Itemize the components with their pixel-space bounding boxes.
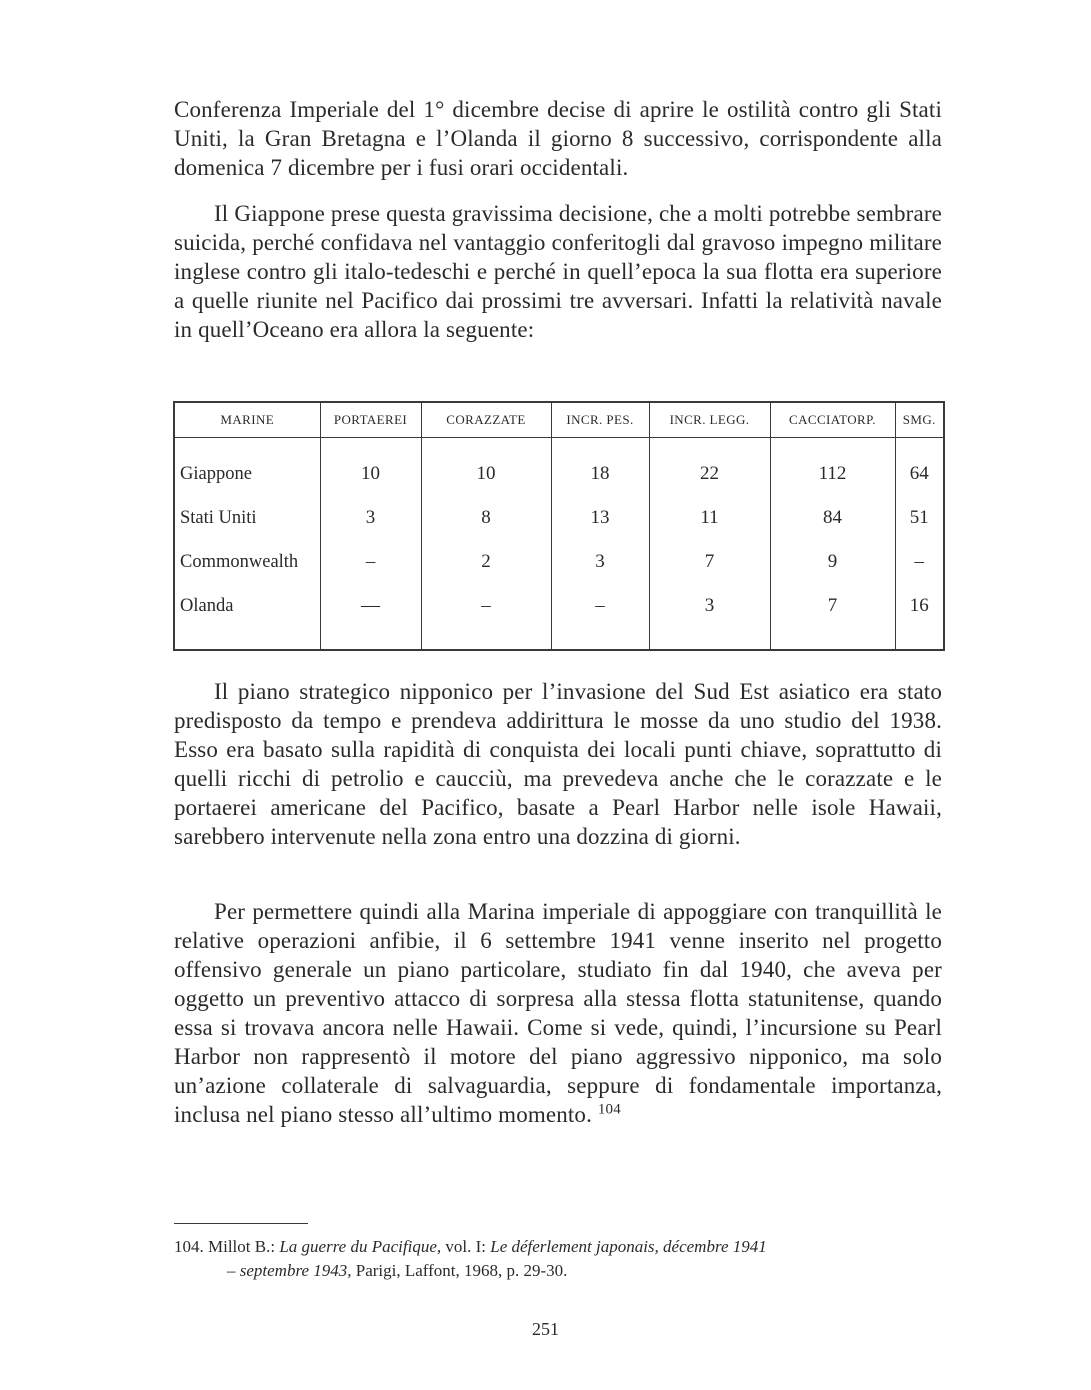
table-cell: 64 [909,463,929,484]
table-cell: – [421,584,551,628]
table-cell: 3 [649,584,770,628]
page-number: 251 [532,1319,559,1339]
country-cell: Giappone [174,452,320,496]
paragraph-piano-strategico: Il piano strategico nipponico per l’invasione del Sud Est asiatico era stato predisposto da tempo e prendeva addirittura le mosse da uno studio del 1938. Esso era basato sulla rapidità di conquista dei locali punti chiave, soprattutto di quelli ricchi di petrolio e caucciù, ma prevedeva anche che le corazzate e le portaerei americane del Pacifico, basate a Pearl Harbor nelle isole Hawaii, sarebbero intervenute nella zona entro una dozzina di giorni. [174,679,942,849]
country-cell: Stati Uniti [174,496,320,540]
table-cell: 112 [770,452,895,496]
country-cell: Commonwealth [174,540,320,584]
table-cell: 22 [649,452,770,496]
table-cell: 7 [770,584,895,628]
table-cell: 11 [649,496,770,540]
footnote-author: Millot B.: [208,1237,276,1256]
footnote-reference: 104 [597,1101,621,1118]
header-corazzate: CORAZZATE [421,402,551,438]
table-cell: 7 [649,540,770,584]
table-cell: 13 [551,496,649,540]
table-cell: 16 [909,595,929,616]
table-cell: – [551,584,649,628]
table-cell: 3 [320,496,421,540]
table-row [174,452,944,496]
table-cell: 84 [770,496,895,540]
paragraph-text: Per permettere quindi alla Marina imperiale di appoggiare con tranquillità le relative operazioni anfibie, il 6 settembre 1941 venne inserito nel progetto offensivo generale un piano particolare, studiato fin dal 1940, che aveva per oggetto un preventivo attacco di sorpresa alla stessa flotta statunitense, quando essa si trovava ancora nelle Hawaii. Come si vede, quindi, l’incursione su Pearl Harbor non rappresentò il motore del piano aggressivo nipponico, ma solo un’azione collaterale di salvaguardia, seppure di fondamentale importanza, inclusa nel piano stesso all’ultimo momento. [174,899,942,1127]
table-cell: 8 [421,496,551,540]
table-row [174,584,944,628]
table-cell: 51 [909,507,929,528]
table-cell: 2 [421,540,551,584]
footnote-title: La guerre du Pacifique, [279,1237,442,1256]
table-cell: – [320,540,421,584]
table-cell: – [914,551,924,572]
footnote-number: 104. [174,1237,204,1256]
footnote [174,1235,946,1283]
header-smg: SMG. [895,402,944,438]
naval-strength-table [173,401,945,651]
paragraph-conferenza: Conferenza Imperiale del 1° dicembre decise di aprire le ostilità contro gli Stati Uniti, la Gran Bretagna e l’Olanda il giorno 8 successivo, corrispondente alla domenica 7 dicembre per i fusi orari occidentali. [174,97,942,180]
footnote-divider [174,1223,308,1224]
footnote-publication: Parigi, Laffont, 1968, p. 29-30. [355,1261,568,1280]
table-cell: 10 [421,452,551,496]
header-marine: MARINE [174,402,320,438]
table-row [174,540,944,584]
header-portaerei: PORTAEREI [320,402,421,438]
table-cell: 10 [320,452,421,496]
paragraph-pearl-harbor [174,897,942,1129]
table-cell: 9 [770,540,895,584]
paragraph-giappone-decisione: Il Giappone prese questa gravissima decisione, che a molti potrebbe sembrare suicida, perché confidava nel vantaggio conferitogli dal gravoso impegno militare inglese contro gli italo-tedeschi e perché in quell’epoca la sua flotta era superiore a quelle riunite nel Pacifico dai prossimi tre avversari. Infatti la relatività navale in quell’Oceano era allora la seguente: [174,201,942,342]
table-cell: — [320,584,421,628]
header-cacciatorp: CACCIATORP. [770,402,895,438]
table-cell: 18 [551,452,649,496]
table-cell: 3 [551,540,649,584]
header-incr-legg: INCR. LEGG. [649,402,770,438]
footnote-subtitle-cont: – septembre 1943, [227,1261,352,1280]
footnote-subtitle: Le déferlement japonais, décembre 1941 [490,1237,767,1256]
table-header-row [174,402,944,438]
country-cell: Olanda [174,584,320,628]
table-row [174,496,944,540]
footnote-volume: vol. I: [445,1237,486,1256]
header-incr-pes: INCR. PES. [551,402,649,438]
